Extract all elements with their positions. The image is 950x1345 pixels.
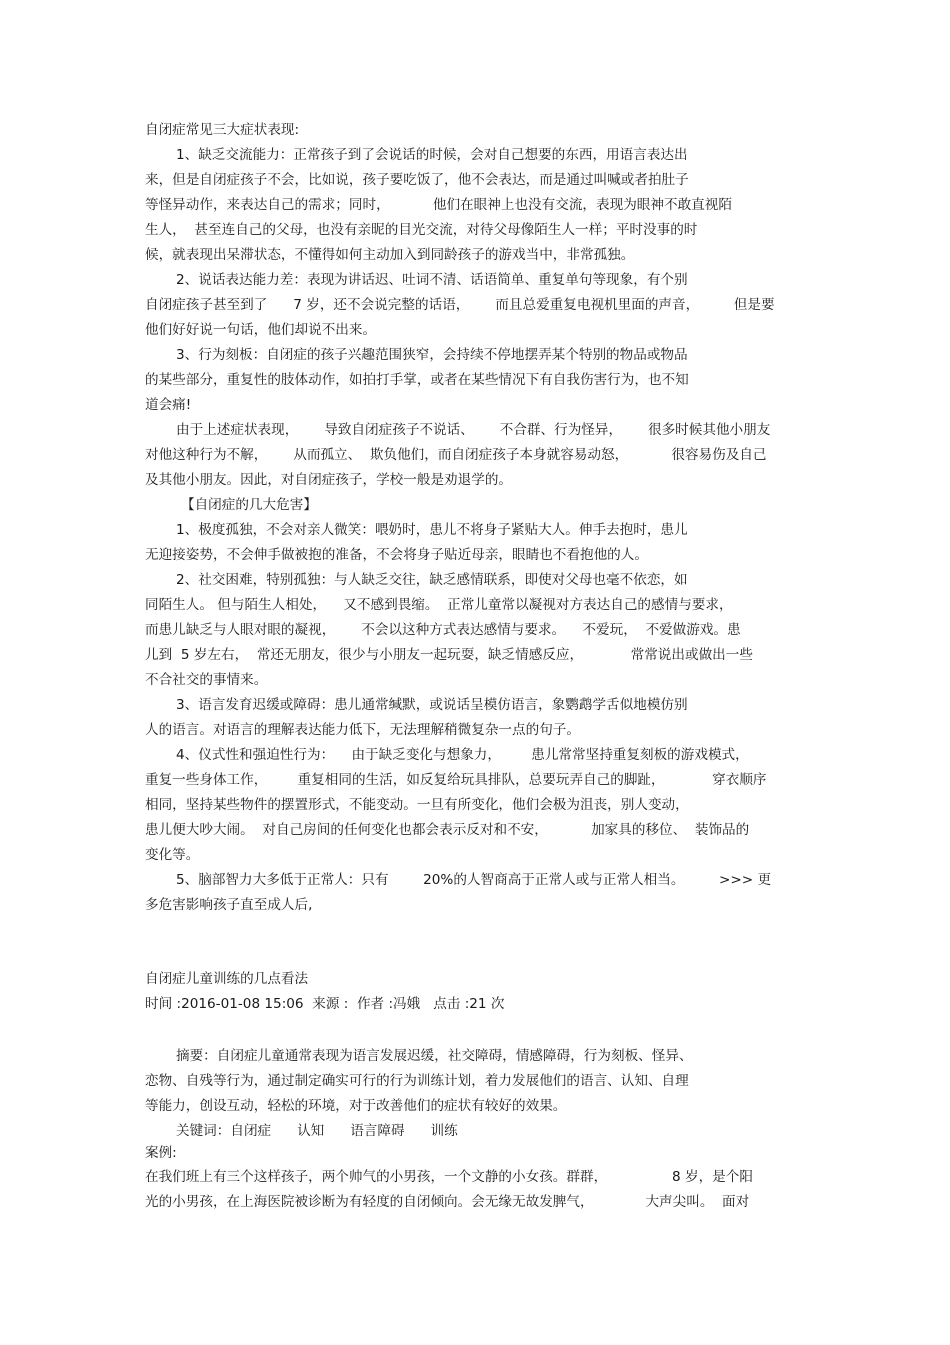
section1-line: 由于上述症状表现， 导致自闭症孩子不说话、 不合群、行为怪异， 很多时候其他小朋友 [176,422,771,438]
section1-line: 3、行为刻板：自闭症的孩子兴趣范围狭窄，会持续不停地摆弄某个特别的物品或物品 [176,347,688,363]
section2-line: 变化等。 [145,847,200,863]
section2-line: 人的语言。对语言的理解表达能力低下，无法理解稍微复杂一点的句子。 [145,722,580,738]
section2-line: 不合社交的事情来。 [145,672,268,688]
case-line: 光的小男孩，在上海医院被诊断为有轻度的自闭倾向。会无缘无故发脾气， 大声尖叫。 面对 [145,1194,750,1210]
article-meta: 时间 :2016-01-08 15:06 来源 : 作者 :冯娥 点击 :21 次 [145,996,505,1012]
section1-line: 等怪异动作，来表达自己的需求；同时， 他们在眼神上也没有交流，表现为眼神不敢直视陌 [145,197,732,213]
section2-line: 2、社交困难，特别孤独：与人缺乏交往，缺乏感情联系，即使对父母也毫不依恋，如 [176,572,688,588]
section1-line: 来，但是自闭症孩子不会，比如说，孩子要吃饭了，他不会表达，而是通过叫喊或者拍肚子 [145,172,689,188]
section1-line: 他们好好说一句话，他们却说不出来。 [145,322,377,338]
section2-line: 儿到 5 岁左右， 常还无朋友，很少与小朋友一起玩耍，缺乏情感反应， 常常说出或做出一些 [145,647,753,663]
section1-line: 道会痛! [145,397,192,413]
section2-line: 而患儿缺乏与人眼对眼的凝视， 不会以这种方式表达感情与要求。 不爱玩， 不爱做游戏。患 [145,622,741,638]
abstract-line: 等能力，创设互动，轻松的环境，对于改善他们的症状有较好的效果。 [145,1098,567,1114]
case-label: 案例: [145,1145,177,1161]
section2-line: 患儿便大吵大闹。 对自己房间的任何变化也都会表示反对和不安， 加家具的移位、 装饰品的 [145,822,750,838]
section1-line: 对他这种行为不解， 从而孤立、 欺负他们，而自闭症孩子本身就容易动怒， 很容易伤及自己 [145,447,767,463]
section1-line: 的某些部分，重复性的肢体动作，如拍打手掌，或者在某些情况下有自我伤害行为，也不知 [145,372,689,388]
section2-line: 相同，坚持某些物件的摆置形式，不能变动。一旦有所变化，他们会极为沮丧，别人变动， [145,797,689,813]
section1-heading: 自闭症常见三大症状表现: [145,122,300,138]
section2-line: 3、语言发育迟缓或障碍：患儿通常缄默，或说话呈模仿语言，象鹦鹉学舌似地模仿别 [176,697,688,713]
section2-line: 1、极度孤独，不会对亲人微笑：喂奶时，患儿不将身子紧贴大人。伸手去抱时，患儿 [176,522,688,538]
section1-line: 1、缺乏交流能力：正常孩子到了会说话的时候，会对自己想要的东西，用语言表达出 [176,147,688,163]
section1-line: 候，就表现出呆滞状态，不懂得如何主动加入到同龄孩子的游戏当中，非常孤独。 [145,247,635,263]
section1-line: 自闭症孩子甚至到了 7 岁，还不会说完整的话语， 而且总爱重复电视机里面的声音， 但是要 [145,297,775,313]
section2-line: 4、仪式性和强迫性行为： 由于缺乏变化与想象力， 患儿常常坚持重复刻板的游戏模式， [176,747,749,763]
section1-line: 及其他小朋友。因此，对自闭症孩子，学校一般是劝退学的。 [145,472,513,488]
keywords-line: 关键词：自闭症 认知 语言障碍 训练 [176,1123,458,1139]
section1-line: 2、说话表达能力差：表现为讲话迟、吐词不清、话语简单、重复单句等现象，有个别 [176,272,688,288]
section2-line: 多危害影响孩子直至成人后, [145,897,313,913]
section2-line: 重复一些身体工作， 重复相同的生活，如反复给玩具排队，总要玩弄自己的脚趾， 穿衣顺序 [145,772,767,788]
article-title: 自闭症儿童训练的几点看法 [145,971,309,987]
abstract-line: 摘要：自闭症儿童通常表现为语言发展迟缓，社交障碍，情感障碍，行为刻板、怪异、 [176,1048,693,1064]
case-line: 在我们班上有三个这样孩子，两个帅气的小男孩，一个文静的小女孩。群群， 8 岁，是个阳 [145,1169,753,1185]
section2-line: 同陌生人。 但与陌生人相处， 又不感到畏缩。 正常儿童常以凝视对方表达自己的感情与要求， [145,597,733,613]
section2-heading: 【自闭症的几大危害】 [181,497,317,513]
abstract-line: 恋物、自残等行为，通过制定确实可行的行为训练计划，着力发展他们的语言、认知、自理 [145,1073,689,1089]
section2-line: 无迎接姿势，不会伸手做被抱的准备，不会将身子贴近母亲，眼睛也不看抱他的人。 [145,547,648,563]
section2-line: 5、脑部智力大多低于正常人：只有 20%的人智商高于正常人或与正常人相当。 >>> 更 [176,872,772,888]
section1-line: 生人， 甚至连自己的父母，也没有亲昵的目光交流，对待父母像陌生人一样；平时没事的时 [145,222,698,238]
